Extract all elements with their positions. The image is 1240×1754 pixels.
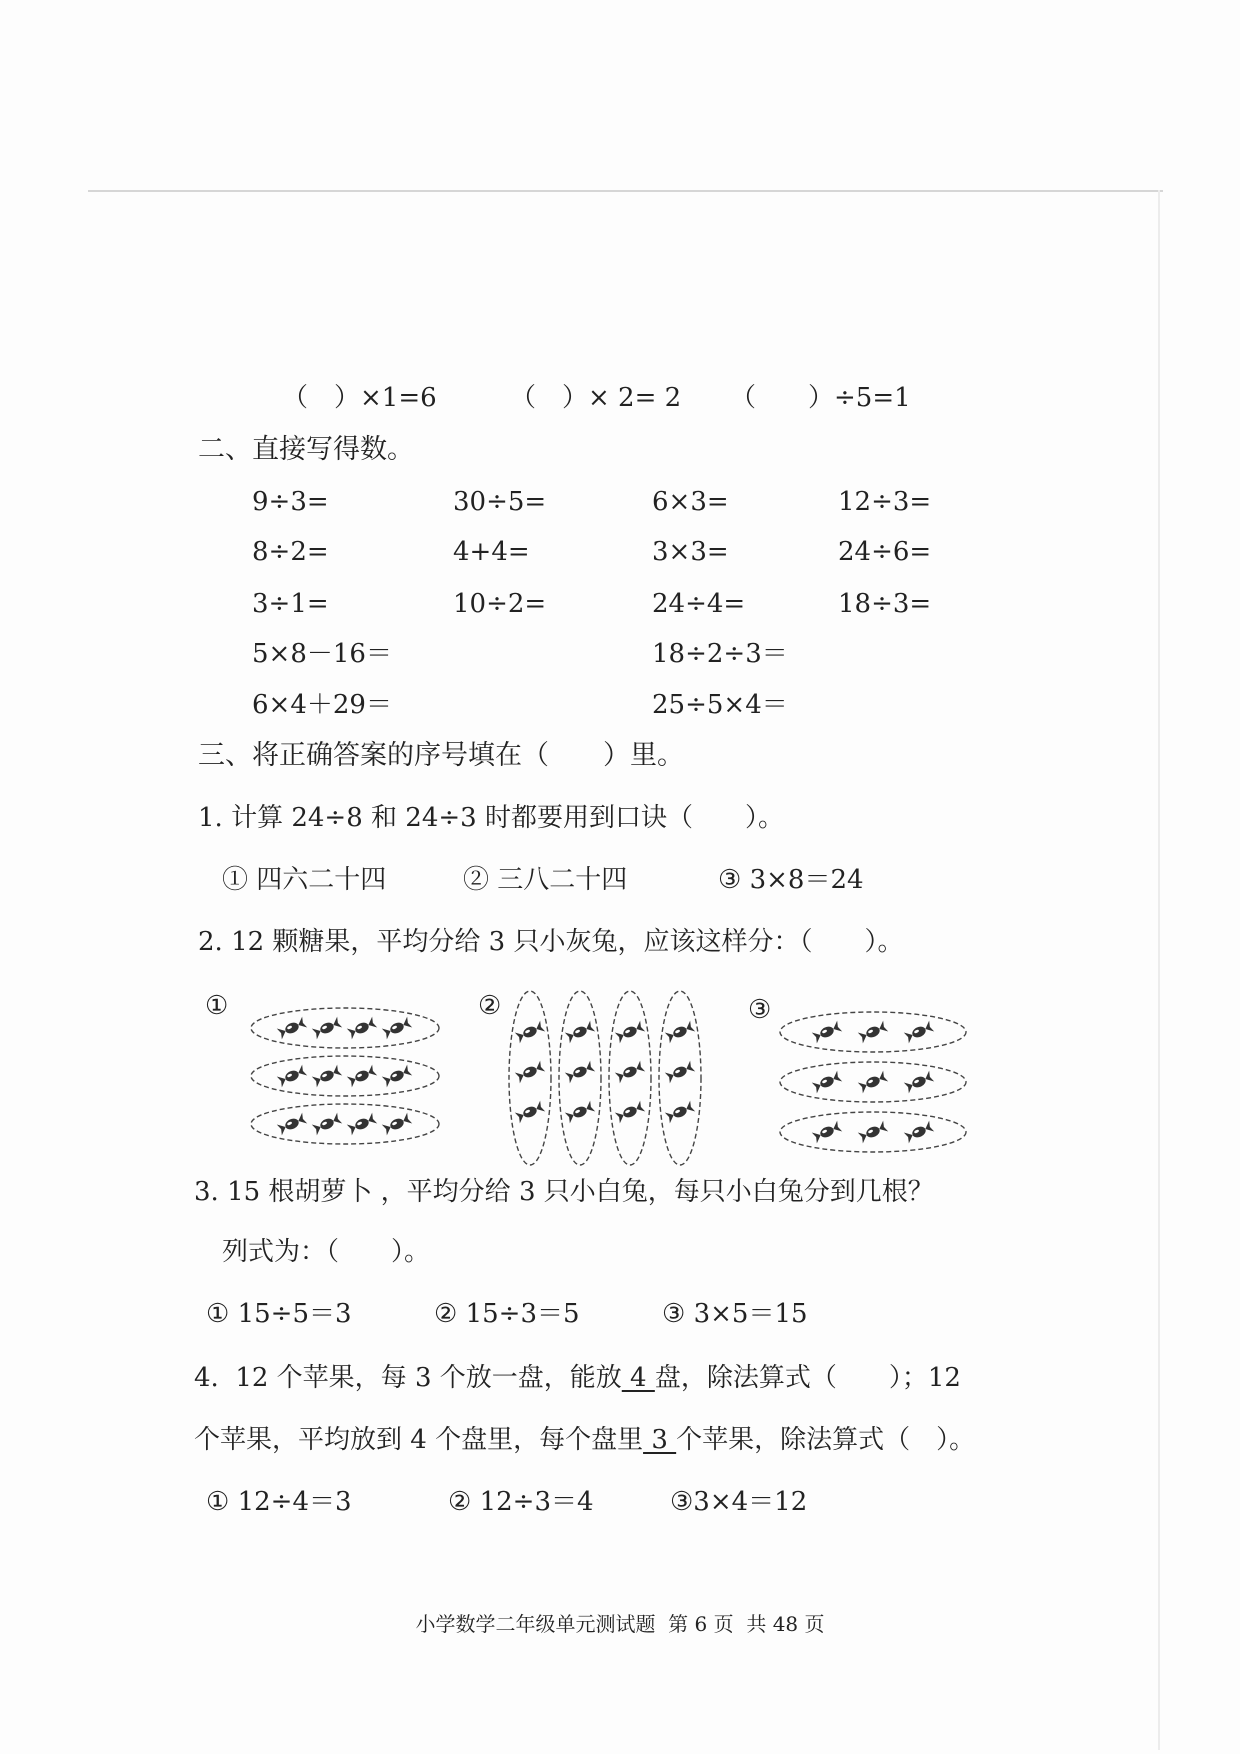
candy-icon bbox=[565, 1021, 595, 1044]
candy-icon bbox=[382, 1017, 412, 1040]
q4-option-1: ① 12÷4＝3 bbox=[206, 1487, 352, 1517]
q3-formula: 列式为：（ ）。 bbox=[222, 1237, 431, 1267]
candy-icon bbox=[565, 1061, 595, 1084]
q4-option-3: ③3×4＝12 bbox=[670, 1487, 808, 1517]
q4-line1 bbox=[194, 1362, 961, 1394]
q3-text: 3. 15 根胡萝卜 ，平均分给 3 只小白兔，每只小白兔分到几根？ bbox=[194, 1177, 934, 1207]
calc-6x4plus29: 6×4＋29＝ bbox=[252, 690, 392, 720]
q2-label-1: ① bbox=[205, 991, 229, 1021]
candy-icon bbox=[812, 1121, 842, 1144]
q3-option-3: ③ 3×5＝15 bbox=[662, 1299, 808, 1329]
calc-4plus4: 4+4= bbox=[453, 537, 530, 567]
calc-12div3: 12÷3= bbox=[838, 487, 932, 517]
calc-24div6: 24÷6= bbox=[838, 537, 932, 567]
top-equation-1: （ ）×1=6 bbox=[282, 383, 437, 413]
candy-icon bbox=[615, 1021, 645, 1044]
q4-blank-3: 3 bbox=[643, 1425, 677, 1455]
candy-icon bbox=[615, 1101, 645, 1124]
candy-icon bbox=[665, 1021, 695, 1044]
candy-icon bbox=[665, 1061, 695, 1084]
candy-icon bbox=[347, 1017, 377, 1040]
calc-25div5x4: 25÷5×4＝ bbox=[652, 690, 788, 720]
q4-line2 bbox=[194, 1424, 975, 1456]
q1-option-2: ② 三八二十四 bbox=[463, 865, 628, 895]
top-equation-2: （ ）× 2= 2 bbox=[510, 383, 682, 413]
candy-icon bbox=[277, 1113, 307, 1136]
q4-line2-start: 个苹果，平均放到 4 个盘里，每个盘里 bbox=[194, 1425, 644, 1455]
candy-icon bbox=[812, 1021, 842, 1044]
candy-icon bbox=[312, 1017, 342, 1040]
calc-8div2: 8÷2= bbox=[252, 537, 329, 567]
calc-3x3: 3×3= bbox=[652, 537, 729, 567]
candy-icon bbox=[347, 1113, 377, 1136]
q1-text: 1. 计算 24÷8 和 24÷3 时都要用到口诀（ ）。 bbox=[198, 803, 784, 833]
calc-10div2: 10÷2= bbox=[453, 589, 547, 619]
candy-icon bbox=[312, 1113, 342, 1136]
candy-icon bbox=[277, 1065, 307, 1088]
q3-option-1: ① 15÷5＝3 bbox=[206, 1299, 352, 1329]
q2-label-2: ② bbox=[478, 991, 502, 1021]
candy-icon bbox=[615, 1061, 645, 1084]
calc-3div1: 3÷1= bbox=[252, 589, 329, 619]
q2-option1-group bbox=[251, 1056, 439, 1096]
candy-icon bbox=[347, 1065, 377, 1088]
page-footer: 小学数学二年级单元测试题 第 6 页 共 48 页 bbox=[415, 1612, 825, 1636]
candy-icon bbox=[515, 1101, 545, 1124]
candy-icon bbox=[665, 1101, 695, 1124]
calc-5x8-16: 5×8－16＝ bbox=[252, 639, 392, 669]
q4-option-2: ② 12÷3＝4 bbox=[448, 1487, 594, 1517]
candy-icon bbox=[277, 1017, 307, 1040]
candy-icon bbox=[565, 1101, 595, 1124]
section3-heading: 三、将正确答案的序号填在（ ）里。 bbox=[198, 740, 684, 771]
top-equation-3: （ ）÷5=1 bbox=[730, 383, 911, 413]
candy-icon bbox=[858, 1021, 888, 1044]
candy-icon bbox=[858, 1071, 888, 1094]
q1-option-1: ① 四六二十四 bbox=[222, 865, 387, 895]
q2-label-3: ③ bbox=[748, 995, 772, 1025]
candy-icon bbox=[312, 1065, 342, 1088]
q4-line1-end: 盘，除法算式（ ）；12 bbox=[654, 1363, 961, 1393]
q2-option2-group bbox=[659, 991, 701, 1165]
candy-icon bbox=[904, 1121, 934, 1144]
candy-icon bbox=[382, 1065, 412, 1088]
q2-text: 2. 12 颗糖果，平均分给 3 只小灰兔，应该这样分：（ ）。 bbox=[198, 927, 904, 957]
q4-blank-4: 4 bbox=[621, 1363, 655, 1393]
candy-icon bbox=[382, 1113, 412, 1136]
q2-option2-group bbox=[509, 991, 551, 1165]
calc-24div4: 24÷4= bbox=[652, 589, 746, 619]
q2-option2-group bbox=[559, 991, 601, 1165]
candy-icon bbox=[812, 1071, 842, 1094]
candy-icon bbox=[904, 1071, 934, 1094]
q2-option2-group bbox=[609, 991, 651, 1165]
candy-icon bbox=[515, 1061, 545, 1084]
q1-option-3: ③ 3×8＝24 bbox=[718, 865, 864, 895]
calc-6x3: 6×3= bbox=[652, 487, 729, 517]
q2-option1-group bbox=[251, 1104, 439, 1144]
candy-icon bbox=[904, 1021, 934, 1044]
q4-line1-start: 4. 12 个苹果，每 3 个放一盘，能放 bbox=[194, 1363, 622, 1393]
calc-18div3: 18÷3= bbox=[838, 589, 932, 619]
calc-9div3: 9÷3= bbox=[252, 487, 329, 517]
q4-line2-end: 个苹果，除法算式（ ）。 bbox=[676, 1425, 976, 1455]
q3-option-2: ② 15÷3＝5 bbox=[434, 1299, 580, 1329]
calc-30div5: 30÷5= bbox=[453, 487, 547, 517]
section2-heading: 二、直接写得数。 bbox=[198, 434, 414, 465]
calc-18div2div3: 18÷2÷3＝ bbox=[652, 639, 788, 669]
candy-icon bbox=[858, 1121, 888, 1144]
candy-icon bbox=[515, 1021, 545, 1044]
q2-option1-group bbox=[251, 1008, 439, 1048]
